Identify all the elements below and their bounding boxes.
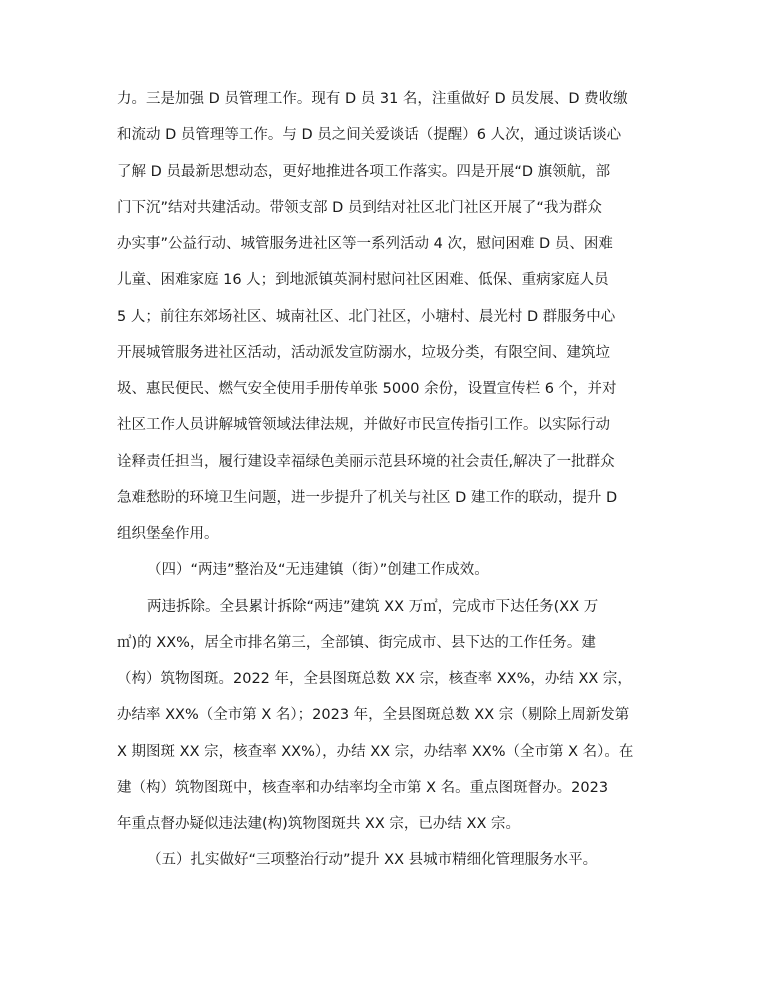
text-line: 了解 D 员最新思想动态，更好地推进各项工作落实。四是开展“D 旗领航，部	[117, 163, 611, 180]
text-line: 圾、惠民便民、燃气安全使用手册传单张 5000 余份，设置宣传栏 6 个，并对	[117, 381, 617, 397]
text-line: 5 人；前往东郊场社区、城南社区、北门社区，小塘村、晨光村 D 群服务中心	[117, 308, 616, 325]
text-line: 建（构）筑物图斑中，核查率和办结率均全市第 X 名。重点图斑督办。2023	[117, 779, 609, 796]
text-line: 门下沉”结对共建活动。带领支部 D 员到结对社区北门社区开展了“我为群众	[117, 199, 602, 216]
text-line: 年重点督办疑似违法建(构)筑物图斑共 XX 宗，已办结 XX 宗。	[117, 816, 520, 832]
text-line: 办实事”公益行动、城管服务进社区等一系列活动 4 次，慰问困难 D 员、困难	[117, 236, 613, 252]
text-line: 社区工作人员讲解城管领域法律法规，并做好市民宣传指引工作。以实际行动	[117, 417, 610, 434]
text-line: 办结率 XX%（全市第 X 名）；2023 年，全县图斑总数 XX 宗（剔除上周新发第	[117, 707, 630, 724]
text-line: 儿童、困难家庭 16 人；到地派镇英洞村慰问社区困难、低保、重病家庭人员	[117, 272, 609, 289]
text-line: 开展城管服务进社区活动，活动派发宣防溺水，垃圾分类，有限空间、建筑垃	[117, 344, 610, 361]
text-line: 和流动 D 员管理等工作。与 D 员之间关爱谈话（提醒）6 人次，通过谈话谈心	[117, 127, 622, 144]
document-body	[117, 81, 657, 879]
text-line: 诠释责任担当，履行建设幸福绿色美丽示范县环境的社会责任,解决了一批群众	[117, 453, 615, 470]
section-heading: （五）扎实做好“三项整治行动”提升 XX 县城市精细化管理服务水平。	[147, 852, 598, 869]
text-line: ㎡)的 XX%，居全市排名第三，全部镇、街完成市、县下达的工作任务。建	[117, 634, 596, 651]
section-heading: （四）“两违”整治及“无违建镇（街）”创建工作成效。	[147, 562, 489, 579]
text-line: X 期图斑 XX 宗，核查率 XX%），办结 XX 宗，办结率 XX%（全市第 X 名）。在	[117, 743, 634, 760]
text-line: 急难愁盼的环境卫生问题，进一步提升了机关与社区 D 建工作的联动，提升 D	[117, 489, 618, 506]
paragraph-first-line: 两违拆除。全县累计拆除“两违”建筑 XX 万㎡，完成市下达任务(XX 万	[147, 598, 599, 615]
text-line: 组织堡垒作用。	[117, 526, 219, 542]
text-line: （构）筑物图斑。2022 年，全县图斑总数 XX 宗，核查率 XX%，办结 XX 宗，	[117, 671, 632, 687]
text-line: 力。三是加强 D 员管理工作。现有 D 员 31 名，注重做好 D 员发展、D 费收缴	[117, 91, 628, 107]
